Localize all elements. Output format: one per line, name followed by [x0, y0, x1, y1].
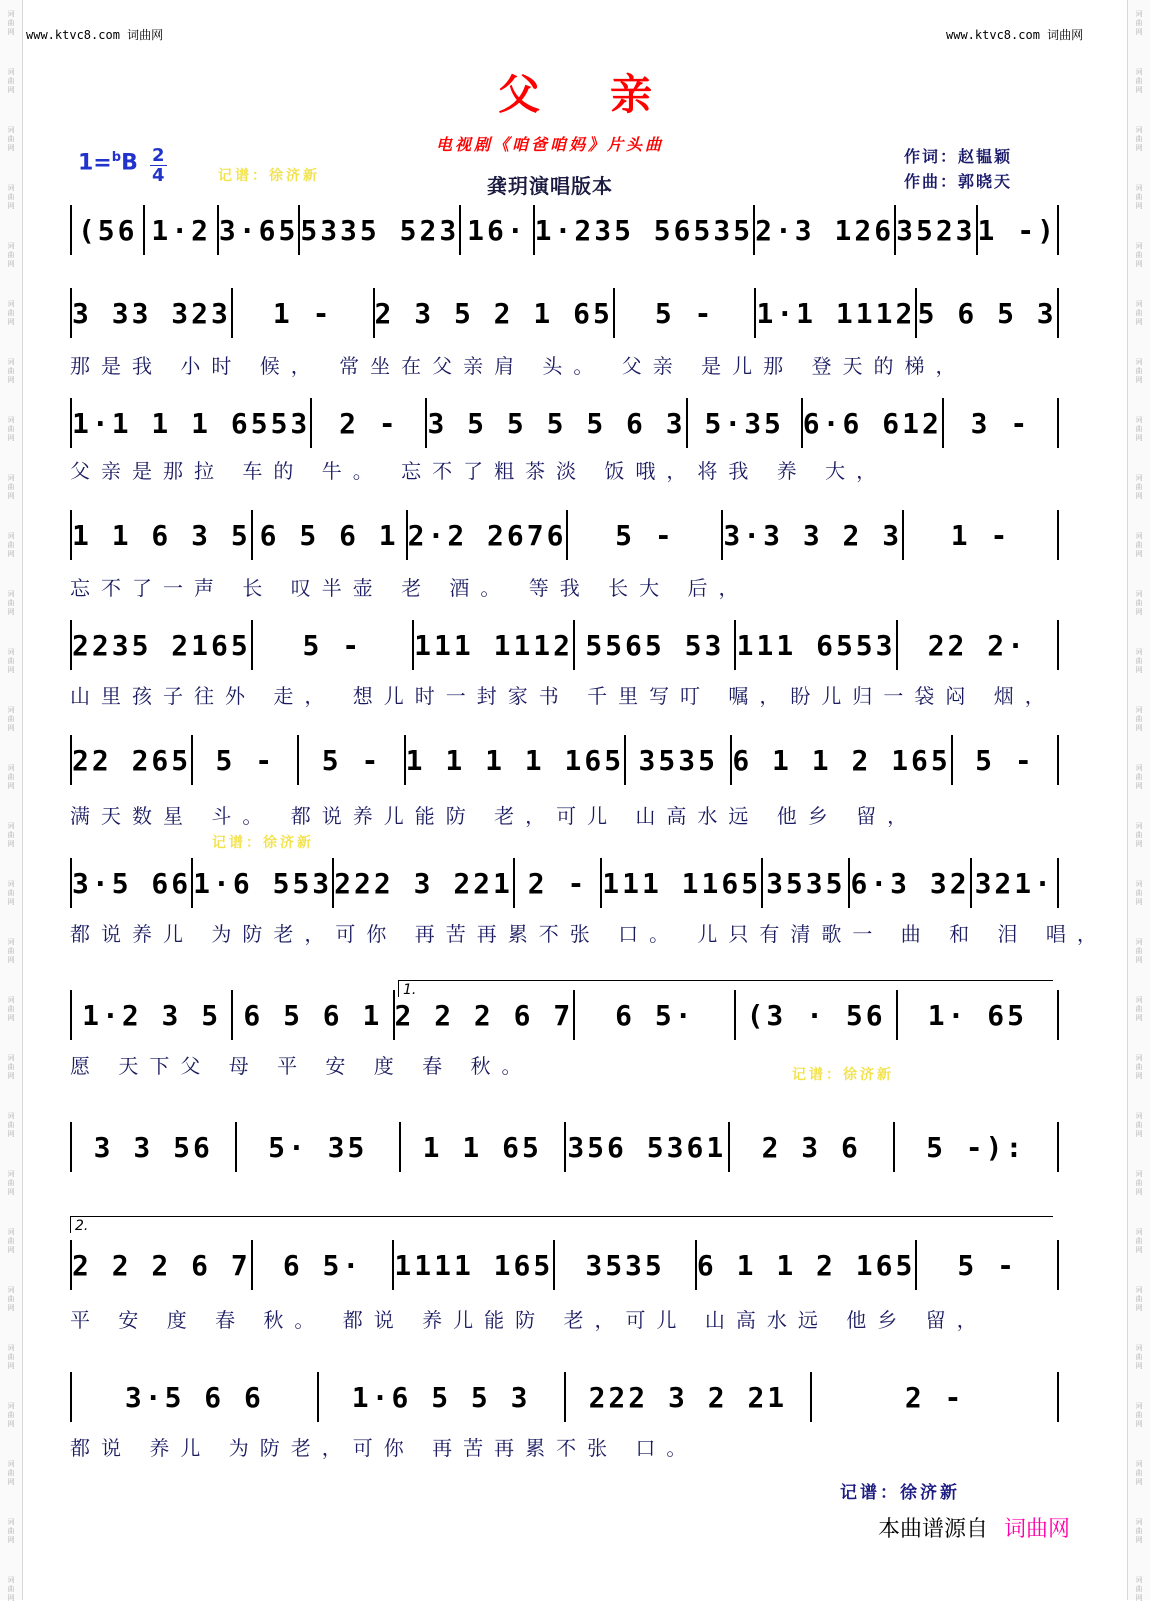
- volta-first-ending: 1.: [398, 980, 1053, 997]
- measure: 1 -: [233, 288, 375, 338]
- measure: 2 3 5 2 1 65: [375, 288, 615, 338]
- measure: 5 -: [975, 743, 1035, 777]
- lyric-line: 都说 养儿 为防老，可你 再苦再累不张 口。: [70, 1436, 698, 1460]
- measure: 5 -: [193, 735, 299, 785]
- measure: 1·2: [145, 205, 218, 255]
- measure: 1 1 6 3 5: [72, 510, 253, 560]
- score-system: [70, 1122, 1059, 1172]
- measure: 5 -: [568, 510, 723, 560]
- measure: 6·6 612: [803, 398, 944, 448]
- source-brand-link[interactable]: 词曲网: [1004, 1517, 1071, 1542]
- watermark-mark: 词 曲 网: [7, 1576, 15, 1602]
- watermark-mark: 词 曲 网: [1135, 1054, 1143, 1080]
- watermark-mark: 词 曲 网: [1135, 590, 1143, 616]
- measure: 5 6 5 3: [917, 296, 1057, 330]
- measure: 16·: [461, 205, 534, 255]
- watermark-mark: 词 曲 网: [7, 242, 15, 268]
- transcriber-note-top: 记谱：徐济新: [218, 168, 320, 184]
- watermark-mark: 词 曲 网: [7, 126, 15, 152]
- measure: 3·65: [219, 205, 300, 255]
- lyric-line: 平 安 度 春 秋。 都说 养儿能防 老，可儿 山高水远 他乡 留，: [70, 1308, 988, 1332]
- measure: 1 -): [977, 213, 1057, 247]
- score-system: [70, 1240, 1059, 1290]
- measure: 2 2 2 6 7: [395, 990, 576, 1040]
- measure: (3 · 56: [736, 990, 897, 1040]
- watermark-mark: 词 曲 网: [1135, 822, 1143, 848]
- score-system: [70, 620, 1059, 670]
- lyric-line: 忘不了一声 长 叹半壶 老 酒。 等我 长大 后，: [70, 576, 750, 600]
- measure: (56: [72, 205, 145, 255]
- measure: 5565 53: [575, 620, 736, 670]
- measure: 2 3 6: [730, 1122, 895, 1172]
- watermark-mark: 词 曲 网: [7, 938, 15, 964]
- measure: 2235 2165: [72, 620, 253, 670]
- measure: 2·3 126: [755, 205, 896, 255]
- watermark-mark: 词 曲 网: [1135, 358, 1143, 384]
- measure: 1· 65: [927, 998, 1027, 1032]
- song-title: 父亲: [497, 70, 722, 119]
- measure: 3·3 3 2 3: [723, 510, 904, 560]
- watermark-mark: 词 曲 网: [1135, 1576, 1143, 1602]
- measure: 6·3 32: [850, 858, 971, 908]
- watermark-mark: 词 曲 网: [1135, 764, 1143, 790]
- measure: 111 6553: [736, 620, 897, 670]
- measure: 5 -: [299, 735, 405, 785]
- watermark-mark: 词 曲 网: [1135, 68, 1143, 94]
- measure: 356 5361: [566, 1122, 731, 1172]
- measure: 6 5 6 1: [233, 990, 394, 1040]
- measure: 3 5 5 5 5 6 3: [427, 398, 687, 448]
- transcriber-note-mid: 记谱：徐济新: [212, 835, 314, 851]
- watermark-mark: 词 曲 网: [1135, 880, 1143, 906]
- right-watermark-strip: [1127, 0, 1150, 1600]
- key-prefix: 1=: [78, 150, 112, 176]
- measure: 3 33 323: [72, 288, 233, 338]
- watermark-mark: 词 曲 网: [7, 1112, 15, 1138]
- watermark-mark: 词 曲 网: [1135, 532, 1143, 558]
- measure: 3 3 56: [72, 1122, 237, 1172]
- watermark-mark: 词 曲 网: [1135, 648, 1143, 674]
- transcriber-note-right: 记谱：徐济新: [792, 1067, 894, 1083]
- measure: 3 -: [970, 406, 1031, 440]
- score-system: [70, 990, 1059, 1040]
- left-watermark-strip: [0, 0, 23, 1600]
- measure: 5 -):: [926, 1130, 1026, 1164]
- watermark-mark: 词 曲 网: [7, 706, 15, 732]
- watermark-mark: 词 曲 网: [7, 764, 15, 790]
- watermark-mark: 词 曲 网: [7, 1228, 15, 1254]
- key-signature: [78, 150, 138, 175]
- watermark-mark: 词 曲 网: [1135, 474, 1143, 500]
- time-signature: [150, 146, 167, 185]
- watermark-mark: 词 曲 网: [7, 300, 15, 326]
- composer: 作曲：郭晓天: [904, 172, 1013, 191]
- measure: 3·5 66: [72, 858, 193, 908]
- watermark-mark: 词 曲 网: [7, 590, 15, 616]
- lyric-line: 山里孩子往外 走， 想儿时一封家书 千里写叮 嘱，盼儿归一袋闷 烟，: [70, 684, 1056, 708]
- measure: 1111 165: [394, 1240, 555, 1290]
- measure: 321·: [974, 866, 1055, 900]
- watermark-mark: 词 曲 网: [1135, 242, 1143, 268]
- version-label: 龚玥演唱版本: [487, 174, 613, 198]
- measure: 5· 35: [237, 1122, 402, 1172]
- watermark-mark: 词 曲 网: [7, 416, 15, 442]
- watermark-mark: 词 曲 网: [1135, 1460, 1143, 1486]
- watermark-mark: 词 曲 网: [7, 1344, 15, 1370]
- watermark-mark: 词 曲 网: [7, 1402, 15, 1428]
- site-url-right[interactable]: www.ktvc8.com 词曲网: [946, 28, 1084, 42]
- lyric-line: 父亲是那拉 车的 牛。 忘不了粗茶淡 饭哦，将我 养 大，: [70, 459, 888, 483]
- watermark-mark: 词 曲 网: [1135, 1344, 1143, 1370]
- watermark-mark: 词 曲 网: [7, 648, 15, 674]
- score-system: [70, 205, 1059, 255]
- watermark-mark: 词 曲 网: [1135, 1402, 1143, 1428]
- measure: 1·1 1112: [756, 288, 917, 338]
- measure: 3·5 6 6: [72, 1372, 319, 1422]
- measure: 2 -: [312, 398, 427, 448]
- measure: 5 -: [615, 288, 757, 338]
- watermark-mark: 词 曲 网: [7, 1518, 15, 1544]
- watermark-mark: 词 曲 网: [1135, 126, 1143, 152]
- measure: 1 1 1 1 165: [406, 735, 626, 785]
- score-system: [70, 858, 1059, 908]
- measure: 6 1 1 2 165: [697, 1240, 917, 1290]
- watermark-mark: 词 曲 网: [1135, 1112, 1143, 1138]
- key-flat: b: [111, 150, 122, 165]
- measure: 3535: [763, 858, 850, 908]
- key-note: B: [121, 150, 138, 176]
- watermark-mark: 词 曲 网: [7, 1170, 15, 1196]
- watermark-mark: 词 曲 网: [7, 184, 15, 210]
- time-denominator: 4: [152, 165, 165, 186]
- watermark-mark: 词 曲 网: [1135, 938, 1143, 964]
- measure: 6 5·: [575, 990, 736, 1040]
- watermark-mark: 词 曲 网: [1135, 416, 1143, 442]
- measure: 1 -: [950, 518, 1011, 552]
- lyric-line: 愿 天下父 母 平 安 度 春 秋。: [70, 1054, 533, 1078]
- watermark-mark: 词 曲 网: [7, 474, 15, 500]
- measure: 2 2 2 6 7: [72, 1240, 253, 1290]
- watermark-mark: 词 曲 网: [7, 1460, 15, 1486]
- measure: 111 1112: [414, 620, 575, 670]
- transcriber-credit-bottom: 记谱：徐济新: [840, 1483, 960, 1503]
- watermark-mark: 词 曲 网: [7, 822, 15, 848]
- measure: 6 5 6 1: [253, 510, 408, 560]
- measure: 1·2 3 5: [72, 990, 233, 1040]
- watermark-mark: 词 曲 网: [7, 996, 15, 1022]
- measure: 22 265: [72, 735, 193, 785]
- score-system: [70, 288, 1059, 338]
- source-label: 本曲谱源自: [878, 1517, 989, 1542]
- watermark-mark: 词 曲 网: [7, 10, 15, 36]
- watermark-mark: 词 曲 网: [7, 68, 15, 94]
- measure: 22 2·: [927, 628, 1027, 662]
- score-system: [70, 510, 1059, 560]
- watermark-mark: 词 曲 网: [1135, 10, 1143, 36]
- measure: 2·2 2676: [408, 510, 569, 560]
- measure: 5 -: [253, 620, 414, 670]
- measure: 3523: [896, 205, 977, 255]
- volta-second-ending: 2.: [70, 1216, 1053, 1233]
- score-system: [70, 1372, 1059, 1422]
- watermark-mark: 词 曲 网: [7, 358, 15, 384]
- measure: 1·6 5 5 3: [319, 1372, 566, 1422]
- watermark-mark: 词 曲 网: [7, 532, 15, 558]
- measure: 1 1 65: [401, 1122, 566, 1172]
- watermark-mark: 词 曲 网: [1135, 300, 1143, 326]
- measure: 5335 523: [300, 205, 461, 255]
- song-subtitle: 电视剧《咱爸咱妈》片头曲: [435, 135, 664, 154]
- lyric-line: 那是我 小时 候， 常坐在父亲肩 头。 父亲 是儿那 登天的梯，: [70, 354, 967, 378]
- measure: 222 3 221: [334, 858, 515, 908]
- site-url-left[interactable]: www.ktvc8.com 词曲网: [26, 28, 164, 42]
- measure: 6 5·: [253, 1240, 395, 1290]
- watermark-mark: 词 曲 网: [1135, 1518, 1143, 1544]
- watermark-mark: 词 曲 网: [7, 880, 15, 906]
- watermark-mark: 词 曲 网: [1135, 1286, 1143, 1312]
- measure: 3535: [555, 1240, 697, 1290]
- watermark-mark: 词 曲 网: [1135, 996, 1143, 1022]
- measure: 5·35: [688, 398, 803, 448]
- score-system: [70, 735, 1059, 785]
- watermark-mark: 词 曲 网: [1135, 706, 1143, 732]
- measure: 1·6 553: [193, 858, 334, 908]
- measure: 2 -: [515, 858, 602, 908]
- measure: 6 1 1 2 165: [732, 735, 952, 785]
- credits: [904, 144, 1012, 194]
- measure: 1·1 1 1 6553: [72, 398, 312, 448]
- lyricist: 作词：赵韫颖: [904, 147, 1013, 166]
- source-footer: [878, 1512, 1070, 1543]
- time-numerator: 2: [152, 145, 165, 166]
- watermark-mark: 词 曲 网: [7, 1286, 15, 1312]
- watermark-mark: 词 曲 网: [1135, 184, 1143, 210]
- watermark-mark: 词 曲 网: [1135, 1170, 1143, 1196]
- lyric-line: 都说养儿 为防老，可你 再苦再累不张 口。 儿只有清歌一 曲 和 泪 唱，: [70, 922, 1108, 946]
- watermark-mark: 词 曲 网: [1135, 1228, 1143, 1254]
- measure: 2 -: [904, 1380, 965, 1414]
- lyric-line: 满天数星 斗。 都说养儿能防 老，可儿 山高水远 他乡 留，: [70, 804, 919, 828]
- measure: 5 -: [957, 1248, 1017, 1282]
- measure: 3535: [626, 735, 732, 785]
- measure: 111 1165: [602, 858, 763, 908]
- score-system: [70, 398, 1059, 448]
- watermark-mark: 词 曲 网: [7, 1054, 15, 1080]
- measure: 222 3 2 21: [566, 1372, 813, 1422]
- measure: 1·235 56535: [535, 205, 755, 255]
